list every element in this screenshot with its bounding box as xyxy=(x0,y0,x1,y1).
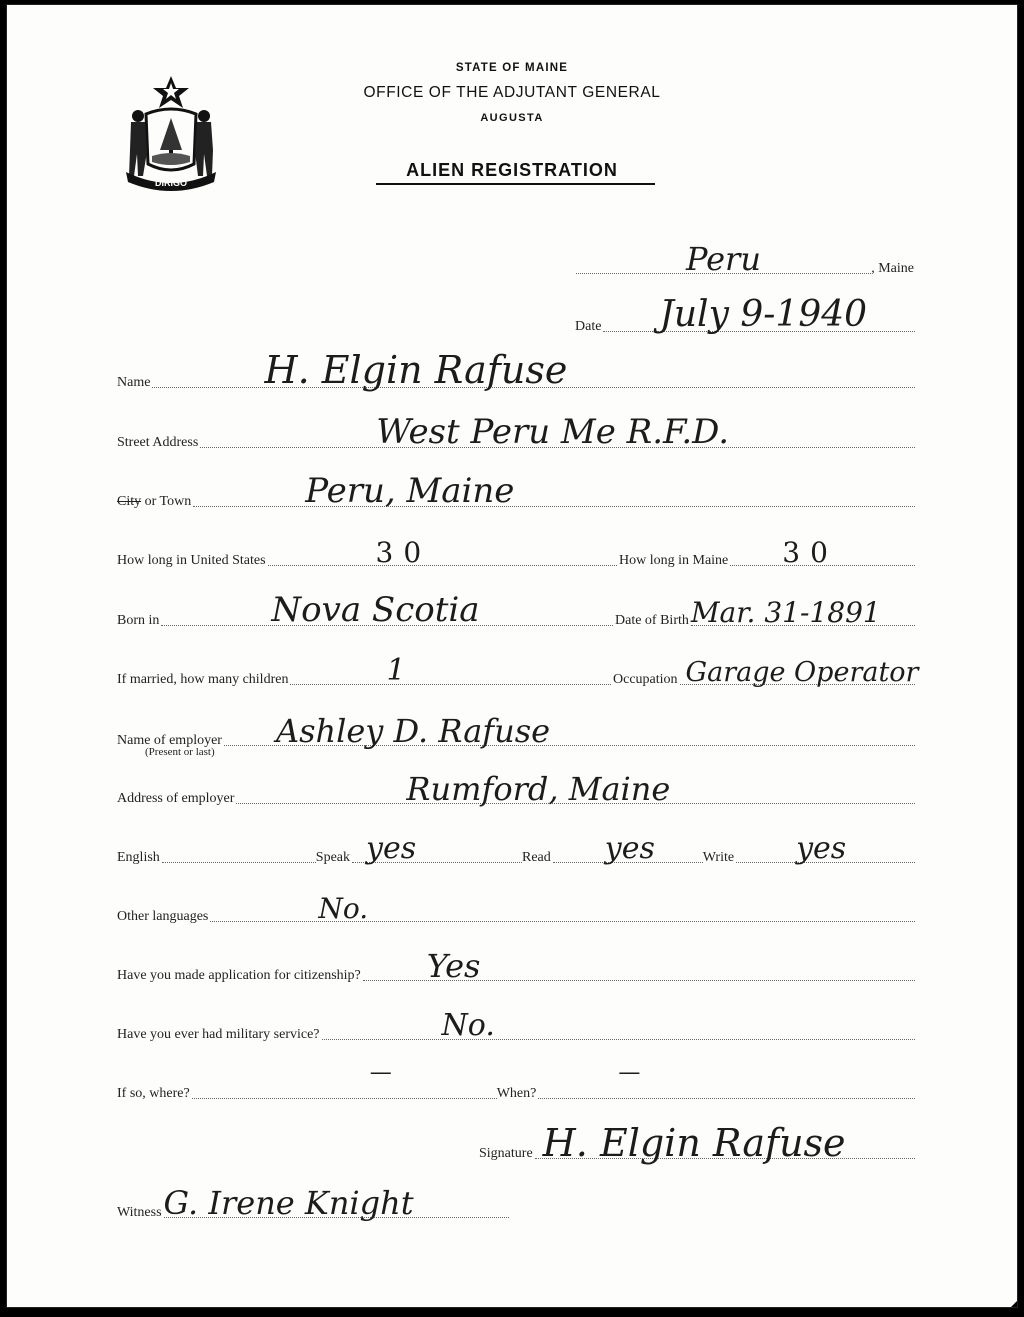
employer-sublabel: (Present or last) xyxy=(145,746,215,758)
birth-date-field[interactable] xyxy=(690,596,915,629)
place-row xyxy=(576,240,916,278)
occupation-label: Occupation xyxy=(613,672,678,687)
when-field[interactable] xyxy=(538,1060,915,1099)
speak-field[interactable] xyxy=(352,831,522,866)
children-field[interactable] xyxy=(290,653,611,688)
witness-field[interactable] xyxy=(163,1184,509,1222)
born-field[interactable] xyxy=(161,590,613,630)
citizenship-value: Yes xyxy=(426,947,481,985)
read-label: Read xyxy=(522,850,551,865)
children-label: If married, how many children xyxy=(117,672,289,687)
english-leader xyxy=(162,862,316,863)
write-label: Write xyxy=(702,850,735,865)
place-field[interactable] xyxy=(576,240,871,278)
where-label: If so, where? xyxy=(117,1086,190,1101)
signature-value: H. Elgin Rafuse xyxy=(542,1121,846,1165)
where-value: — xyxy=(369,1060,392,1085)
military-row xyxy=(117,1008,915,1043)
birth-date-value: Mar. 31-1891 xyxy=(690,596,881,629)
english-label: English xyxy=(117,850,160,865)
birth-date-row xyxy=(615,596,915,629)
street-label: Street Address xyxy=(117,435,199,450)
town-row xyxy=(117,471,915,511)
city-heading: AUGUSTA xyxy=(480,112,544,124)
employer-label: Name of employer xyxy=(117,733,222,748)
date-value: July 9-1940 xyxy=(659,294,868,335)
maine-years-row xyxy=(619,536,915,569)
witness-value: G. Irene Knight xyxy=(163,1184,414,1222)
maine-years-value: 30 xyxy=(782,536,838,569)
street-field[interactable] xyxy=(200,412,915,452)
place-value: Peru xyxy=(686,240,761,278)
registration-form xyxy=(6,4,1018,1308)
us-years-value: 30 xyxy=(375,536,432,569)
folded-corner xyxy=(1009,1299,1018,1308)
write-value: yes xyxy=(796,831,847,866)
employer-address-row xyxy=(117,770,915,808)
born-value: Nova Scotia xyxy=(271,590,480,630)
citizenship-field[interactable] xyxy=(363,947,915,985)
town-value: Peru, Maine xyxy=(305,471,515,511)
languages-row xyxy=(117,892,915,925)
name-row xyxy=(117,348,915,392)
town-label-text: or Town xyxy=(141,494,192,509)
occupation-value: Garage Operator xyxy=(685,657,919,688)
military-label: Have you ever had military service? xyxy=(117,1027,320,1042)
children-row xyxy=(117,653,611,688)
read-field[interactable] xyxy=(553,831,703,866)
office-heading: OFFICE OF THE ADJUTANT GENERAL xyxy=(363,84,661,101)
form-title: ALIEN REGISTRATION xyxy=(406,160,618,180)
when-label: When? xyxy=(496,1086,537,1101)
employer-address-field[interactable] xyxy=(236,770,915,808)
born-label: Born in xyxy=(117,613,160,628)
town-field[interactable] xyxy=(193,471,915,511)
date-row xyxy=(575,294,915,335)
maine-years-field[interactable] xyxy=(730,536,915,569)
signature-label: Signature xyxy=(479,1146,533,1161)
occupation-row xyxy=(613,657,919,688)
maine-years-label: How long in Maine xyxy=(619,553,729,568)
write-field[interactable] xyxy=(736,831,915,866)
name-label: Name xyxy=(117,375,151,390)
employer-row xyxy=(117,712,915,750)
name-field[interactable] xyxy=(152,348,915,392)
state-heading: STATE OF MAINE xyxy=(455,62,569,74)
where-row xyxy=(117,1060,915,1102)
read-value: yes xyxy=(604,831,655,866)
employer-value: Ashley D. Rafuse xyxy=(275,712,551,750)
witness-row xyxy=(117,1184,509,1222)
street-row xyxy=(117,412,915,452)
occupation-field[interactable] xyxy=(680,657,919,688)
town-label xyxy=(117,494,193,510)
town-label-struck: City xyxy=(117,494,142,509)
languages-field[interactable] xyxy=(210,892,915,925)
employer-field[interactable] xyxy=(224,712,915,750)
employer-address-value: Rumford, Maine xyxy=(406,770,671,808)
birth-date-label: Date of Birth xyxy=(615,613,689,628)
name-value: H. Elgin Rafuse xyxy=(264,348,568,392)
languages-label: Other languages xyxy=(117,909,209,924)
military-value: No. xyxy=(441,1008,495,1043)
speak-label: Speak xyxy=(315,850,350,865)
witness-label: Witness xyxy=(117,1205,162,1220)
employer-address-label: Address of employer xyxy=(117,791,235,806)
citizenship-label: Have you made application for citizenship? xyxy=(117,968,361,983)
english-row xyxy=(117,831,915,866)
us-years-row xyxy=(117,536,617,569)
when-value: — xyxy=(618,1060,641,1085)
street-value: West Peru Me R.F.D. xyxy=(376,412,730,452)
seal-motto: DIRIGO xyxy=(154,178,188,188)
us-years-field[interactable] xyxy=(268,536,617,569)
date-field[interactable] xyxy=(603,294,915,335)
speak-value: yes xyxy=(366,831,417,866)
signature-row xyxy=(479,1121,915,1165)
military-field[interactable] xyxy=(322,1008,915,1043)
date-label: Date xyxy=(575,319,602,334)
citizenship-row xyxy=(117,947,915,985)
where-field[interactable] xyxy=(192,1060,497,1099)
children-value: 1 xyxy=(386,653,406,688)
place-label: , Maine xyxy=(871,261,914,276)
born-row xyxy=(117,590,613,630)
languages-value: No. xyxy=(318,892,369,925)
us-years-label: How long in United States xyxy=(117,553,266,568)
signature-field[interactable] xyxy=(535,1121,915,1165)
title-underline xyxy=(376,183,655,185)
